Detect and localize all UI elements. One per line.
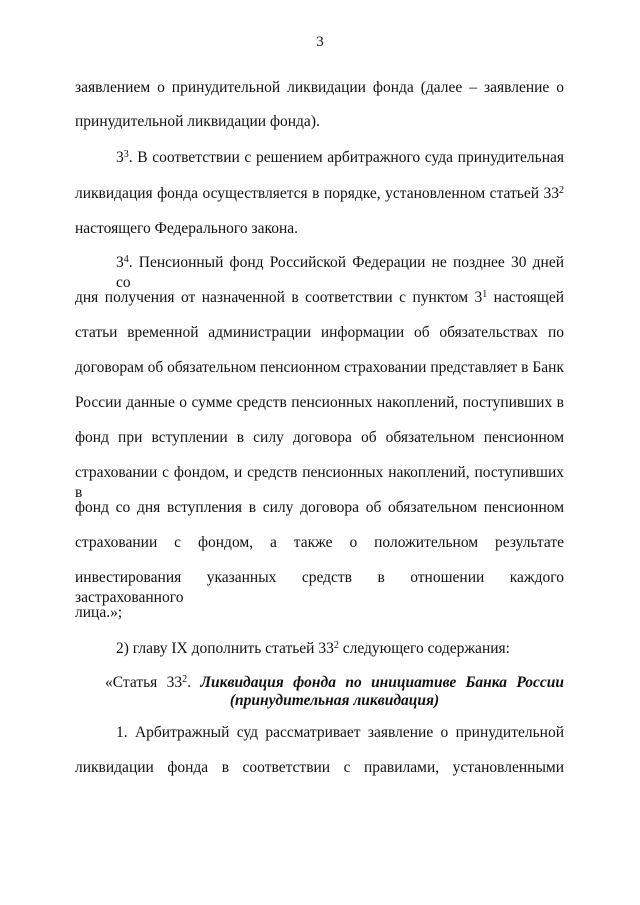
paragraph-line: статьи временной администрации информации об обязательствах по xyxy=(75,324,564,341)
paragraph-line xyxy=(75,184,564,204)
paragraph-line: заявлением о принудительной ликвидации фонда (далее – заявление о xyxy=(75,79,564,96)
paragraph-text: 2) главу IX дополнить статьей 33 xyxy=(116,640,334,657)
article-sup: 2 xyxy=(182,674,188,685)
paragraph-line xyxy=(116,148,564,168)
paragraph-line: России данные о сумме средств пенсионных накоплений, поступивших в xyxy=(75,394,564,411)
article-heading-prefix: «Статья 33 xyxy=(105,674,183,691)
paragraph-line: страховании с фондом, а также о положительном результате xyxy=(75,534,564,551)
paragraph-line: договорам об обязательном пенсионном страховании представляет в Банк xyxy=(75,359,564,376)
clause-number-sup: 3 xyxy=(123,149,129,160)
paragraph-line: страховании с фондом, и средств пенсионных накоплений, поступивших в xyxy=(75,464,564,501)
page-number: 3 xyxy=(316,34,324,50)
paragraph-text: следующего содержания: xyxy=(338,640,510,657)
article-heading-line xyxy=(105,673,564,693)
article-heading-line xyxy=(105,691,564,711)
paragraph-line: 1. Арбитражный суд рассматривает заявление о принудительной xyxy=(116,724,564,741)
paragraph-text: дня получения от назначенной в соответствии с пунктом 3 xyxy=(75,289,483,306)
article-title: Ликвидация фонда по инициативе Банка России xyxy=(200,674,564,691)
paragraph-line: фонд при вступлении в силу договора об обязательном пенсионном xyxy=(75,429,564,446)
clause-number: 3 xyxy=(116,254,124,271)
paragraph-line: ликвидации фонда в соответствии с правилами, установленными xyxy=(75,759,564,776)
paragraph-line xyxy=(116,253,564,293)
paragraph-line: настоящего Федерального закона. xyxy=(75,220,299,237)
article-heading-dot: . xyxy=(187,674,201,691)
article-title: (принудительная ликвидация) xyxy=(229,692,440,709)
clause-number-sup: 4 xyxy=(123,254,129,265)
paragraph-text: . В соответствии с решением арбитражного суда принудительная xyxy=(128,149,564,166)
paragraph-text: настоящей xyxy=(487,289,564,306)
paragraph-line xyxy=(116,639,564,659)
paragraph-text: ликвидация фонда осуществляется в порядке, установленном статьей 33 xyxy=(75,185,559,202)
paragraph-line xyxy=(75,288,564,308)
paragraph-line: инвестирования указанных средств в отношении каждого застрахованного xyxy=(75,569,564,606)
article-sup: 2 xyxy=(333,640,339,651)
paragraph-text: . Пенсионный фонд Российской Федерации не позднее 30 дней со xyxy=(116,254,564,291)
paragraph-line: лица.»; xyxy=(75,604,123,621)
point-sup: 1 xyxy=(482,289,488,300)
article-sup: 2 xyxy=(559,185,564,196)
paragraph-line: фонд со дня вступления в силу договора об обязательном пенсионном xyxy=(75,499,564,516)
paragraph-line: принудительной ликвидации фонда). xyxy=(75,113,320,130)
clause-number: 3 xyxy=(116,149,124,166)
